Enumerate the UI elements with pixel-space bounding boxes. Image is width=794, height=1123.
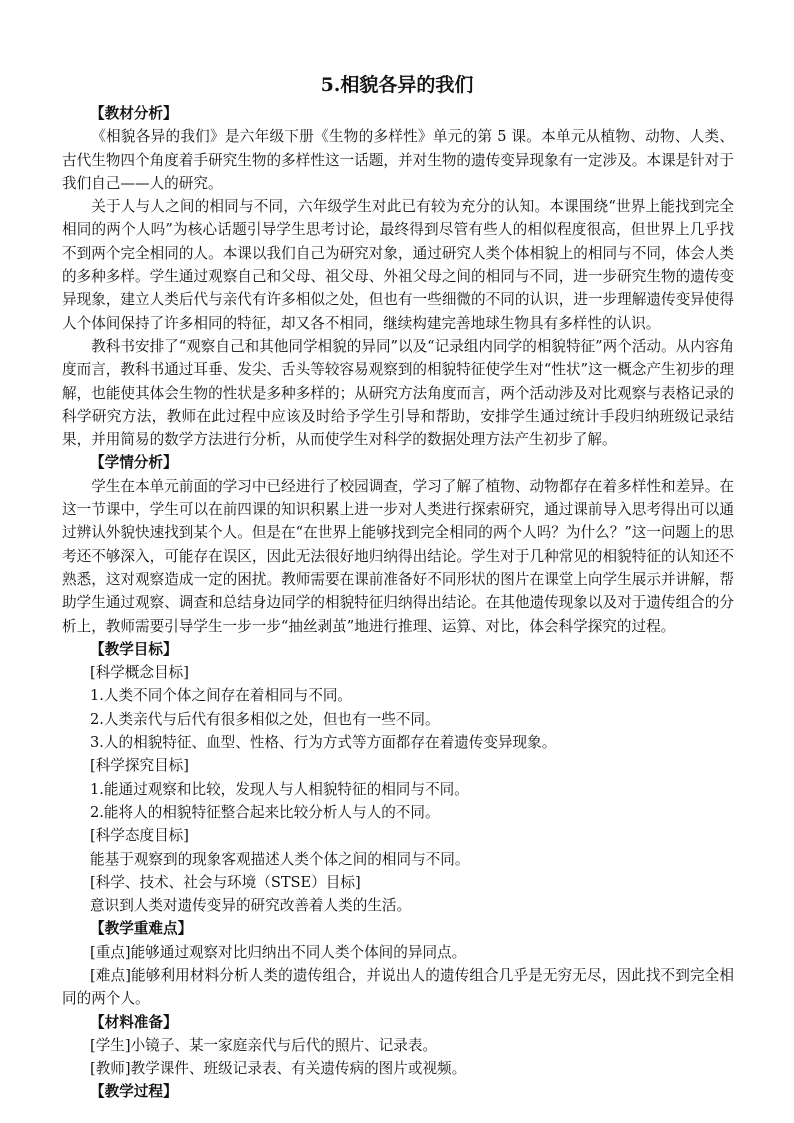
teacher-materials: [教师]教学课件、班级记录表、有关遗传病的图片或视频。 xyxy=(90,1060,467,1078)
heading-textbook-analysis: 【教材分析】 xyxy=(90,105,178,122)
analysis-paragraph: 教科书安排了“观察自己和其他同学相貌的异同”以及“记录组内同学的相貌特征”两个活动。从内容角度而言，教科书通过耳垂、发尖、舌头等较容易观察到的相貌特征使学生对“性状”这一概念产生初步的理解，也能使其体会生物的性状是多种多样的；从研究方法角度而言，两个活动涉及对比观察与表格记录的科学研究方法，教师在此过程中应该及时给予学生引导和帮助，安排学生通过统计手段归纳班级记录结果，并用简易的数学方法进行分析，从而使学生对科学的数据处理方法产生初步了解。 xyxy=(62,337,734,449)
difficult-point-text: [难点]能够利用材料分析人类的遗传组合，并说出人的遗传组合几乎是无穷无尽，因此找不到完全相同的两个人。 xyxy=(62,966,734,1008)
inquiry-goal-item: 1.能通过观察和比较，发现人与人相貌特征的相同与不同。 xyxy=(90,780,469,798)
concept-goal-item: 2.人类亲代与后代有很多相似之处，但也有一些不同。 xyxy=(90,710,440,728)
attitude-goal-text: 能基于观察到的现象客观描述人类个体之间的相同与不同。 xyxy=(90,850,470,868)
learner-paragraph: 学生在本单元前面的学习中已经进行了校园调查，学习了解了植物、动物都存在着多样性和差异。在这一节课中，学生可以在前四课的知识积累上进一步对人类进行探索研究，通过课前导入思考得出可以通过辨认外貌快速找到某个人。但是在“在世界上能够找到完全相同的两个人吗？为什么？”这一问题上的思考还不够深入，可能存在误区，因此无法很好地归纳得出结论。学生对于几种常见的相貌特征的认知还不熟悉，这对观察造成一定的困扰。教师需要在课前准备好不同形状的图片在课堂上向学生展示并讲解，帮助学生通过观察、调查和总结身边同学的相貌特征归纳得出结论。在其他遗传现象以及对于遗传组合的分析上，教师需要引导学生一步一步“抽丝剥茧”地进行推理、运算、对比，体会科学探究的过程。 xyxy=(62,477,734,635)
inquiry-goal-item: 2.能将人的相貌特征整合起来比较分析人与人的不同。 xyxy=(90,803,440,821)
inquiry-goal-label: [科学探究目标] xyxy=(90,757,189,775)
document-body xyxy=(62,102,734,1104)
stse-goal-text: 意识到人类对遗传变异的研究改善着人类的生活。 xyxy=(90,897,412,915)
student-materials: [学生]小镜子、某一家庭亲代与后代的照片、记录表。 xyxy=(90,1036,438,1054)
lesson-title: 5.相貌各异的我们 xyxy=(320,74,474,96)
concept-goal-label: [科学概念目标] xyxy=(90,664,189,682)
concept-goal-item: 1.人类不同个体之间存在着相同与不同。 xyxy=(90,687,353,705)
key-point-text: [重点]能够通过观察对比归纳出不同人类个体间的异同点。 xyxy=(90,943,467,961)
heading-learner-analysis: 【学情分析】 xyxy=(90,454,178,472)
heading-materials: 【材料准备】 xyxy=(90,1013,178,1031)
heading-teaching-goals: 【教学目标】 xyxy=(90,640,178,658)
heading-teaching-process: 【教学过程】 xyxy=(90,1083,178,1101)
concept-goal-item: 3.人的相貌特征、血型、性格、行为方式等方面都存在着遗传变异现象。 xyxy=(90,734,557,752)
heading-key-difficult-points: 【教学重难点】 xyxy=(90,920,193,938)
analysis-paragraph: 《相貌各异的我们》是六年级下册《生物的多样性》单元的第 5 课。本单元从植物、动物、人类、古代生物四个角度着手研究生物的多样性这一话题，并对生物的遗传变异现象有一定涉及。本课是针对于我们自己——人的研究。 xyxy=(62,128,734,192)
analysis-paragraph: 关于人与人之间的相同与不同，六年级学生对此已有较为充分的认知。本课围绕“世界上能找到完全相同的两个人吗”为核心话题引导学生思考讨论，最终得到尽管有些人的相似程度很高，但世界上几乎找不到两个完全相同的人。本课以我们自己为研究对象，通过研究人类个体相貌上的相同与不同，体会人类的多种多样。学生通过观察自己和父母、祖父母、外祖父母之间的相同与不同，进一步研究生物的遗传变异现象，建立人类后代与亲代有许多相似之处，但也有一些细微的不同的认识，进一步理解遗传变异使得人个体间保持了许多相同的特征，却又各不相同，继续构建完善地球生物具有多样性的认识。 xyxy=(62,198,734,332)
attitude-goal-label: [科学态度目标] xyxy=(90,827,189,845)
stse-goal-label: [科学、技术、社会与环境（STSE）目标] xyxy=(90,873,361,891)
